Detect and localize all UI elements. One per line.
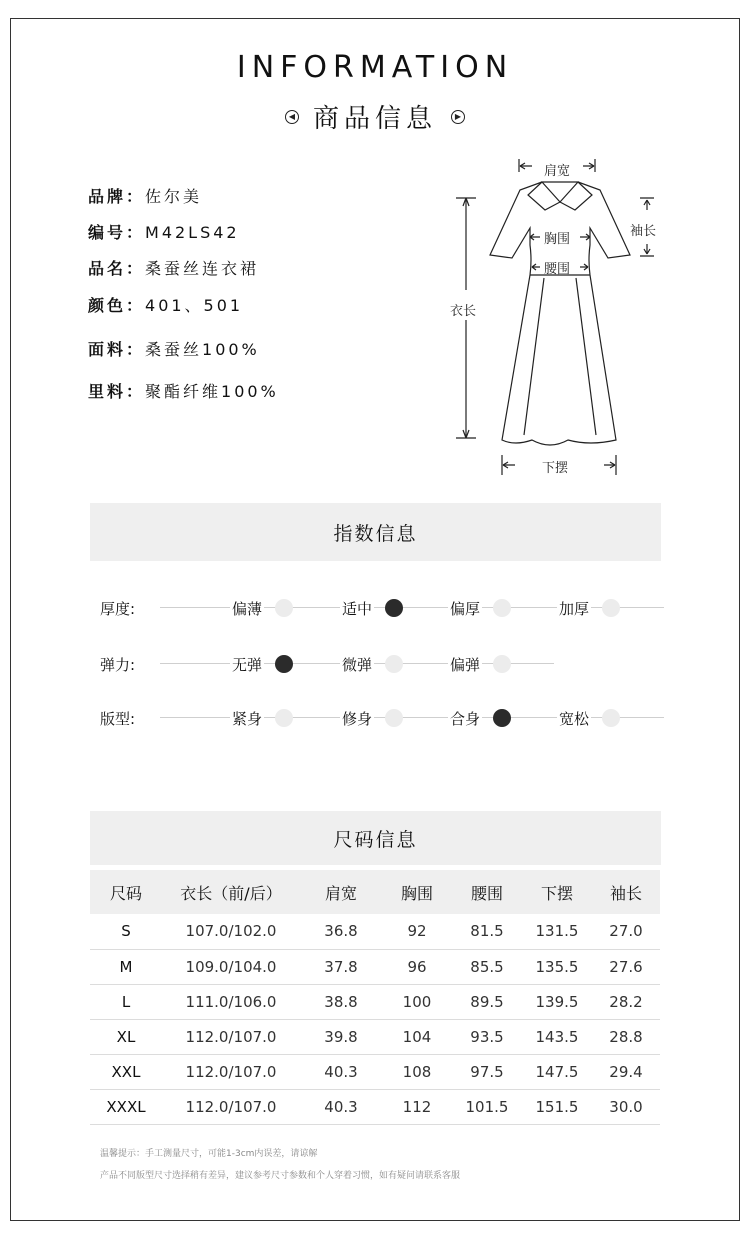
index-option: 紧身 [232,710,263,728]
table-cell: 96 [382,949,452,984]
note-fit: 产品不同版型尺寸选择稍有差异，建议参考尺寸参数和个人穿着习惯，如有疑问请联系客服 [100,1171,461,1181]
right-arrow-icon: ▶ [451,110,465,124]
index-dot [493,655,511,673]
index-dot-selected [385,599,403,617]
table-cell: 131.5 [522,914,592,949]
index-dot [602,599,620,617]
index-label: 版型: [100,710,136,728]
table-cell: M [90,949,162,984]
index-option: 偏厚 [450,600,481,618]
index-option: 合身 [450,710,481,728]
table-cell: 81.5 [452,914,522,949]
column-header: 肩宽 [300,870,382,914]
table-cell: 85.5 [452,949,522,984]
table-cell: 108 [382,1054,452,1089]
index-option: 宽松 [559,710,590,728]
table-cell: 28.8 [592,1019,660,1054]
label-hem: 下摆 [542,461,569,476]
table-cell: 100 [382,984,452,1019]
index-dot [385,655,403,673]
note-measurement: 温馨提示：手工测量尺寸，可能1-3cm内误差，请谅解 [100,1149,318,1159]
label-chest: 胸围 [544,232,571,247]
table-cell: XXXL [90,1089,162,1124]
table-cell: 107.0/102.0 [162,914,300,949]
table-cell: 112.0/107.0 [162,1054,300,1089]
index-dot [275,709,293,727]
column-header: 衣长（前/后） [162,870,300,914]
table-cell: 109.0/104.0 [162,949,300,984]
table-row [90,1019,660,1054]
column-header: 胸围 [382,870,452,914]
index-option: 无弹 [232,656,263,674]
table-cell: 28.2 [592,984,660,1019]
title-cn: 商品信息 [312,104,437,134]
index-option: 偏弹 [450,656,481,674]
index-dot-selected [275,655,293,673]
index-dot [275,599,293,617]
label-shoulder: 肩宽 [544,164,571,179]
table-cell: XL [90,1019,162,1054]
size-section-title: 尺码信息 [90,811,661,865]
index-dot [493,599,511,617]
table-cell: 39.8 [300,1019,382,1054]
table-cell: 135.5 [522,949,592,984]
table-header-row [90,870,660,914]
label-waist: 腰围 [544,262,571,277]
index-dot [385,709,403,727]
index-dot [602,709,620,727]
table-cell: 92 [382,914,452,949]
table-cell: 36.8 [300,914,382,949]
index-label: 厚度: [100,600,136,618]
table-cell: 40.3 [300,1054,382,1089]
table-cell: 112 [382,1089,452,1124]
index-section-title: 指数信息 [90,503,661,561]
table-cell: 139.5 [522,984,592,1019]
table-cell: XXL [90,1054,162,1089]
table-cell: 104 [382,1019,452,1054]
index-option: 修身 [342,710,373,728]
index-option: 适中 [342,600,373,618]
column-header: 腰围 [452,870,522,914]
column-header: 下摆 [522,870,592,914]
index-row-elasticity [100,652,670,676]
table-cell: 147.5 [522,1054,592,1089]
index-option: 加厚 [559,600,590,618]
dress-diagram [440,150,670,480]
left-arrow-icon: ◀ [285,110,299,124]
table-row [90,949,660,984]
table-cell: 151.5 [522,1089,592,1124]
table-cell: 27.0 [592,914,660,949]
index-option: 偏薄 [232,600,263,618]
table-row [90,1054,660,1089]
info-brand: 品牌：佐尔美 [88,187,203,206]
label-length: 衣长 [450,304,477,319]
table-cell: 37.8 [300,949,382,984]
index-option: 微弹 [342,656,373,674]
table-cell: 143.5 [522,1019,592,1054]
table-row [90,1089,660,1124]
info-code: 编号：M42LS42 [88,223,240,242]
table-cell: L [90,984,162,1019]
label-sleeve: 袖长 [630,224,657,239]
table-cell: 112.0/107.0 [162,1019,300,1054]
table-cell: 111.0/106.0 [162,984,300,1019]
table-row [90,984,660,1019]
table-cell: 29.4 [592,1054,660,1089]
table-cell: 112.0/107.0 [162,1089,300,1124]
table-row [90,914,660,949]
index-dot-selected [493,709,511,727]
info-fabric: 面料：桑蚕丝100% [88,340,260,359]
index-row-thickness [100,596,670,620]
title-cn-row [0,98,750,135]
table-cell: 97.5 [452,1054,522,1089]
column-header: 尺码 [90,870,162,914]
table-cell: S [90,914,162,949]
table-cell: 27.6 [592,949,660,984]
table-cell: 38.8 [300,984,382,1019]
table-cell: 40.3 [300,1089,382,1124]
size-table [90,870,660,1125]
table-cell: 30.0 [592,1089,660,1124]
info-name: 品名：桑蚕丝连衣裙 [88,259,260,278]
info-lining: 里料：聚酯纤维100% [88,382,279,401]
title-en: INFORMATION [236,50,514,85]
table-cell: 101.5 [452,1089,522,1124]
table-cell: 89.5 [452,984,522,1019]
column-header: 袖长 [592,870,660,914]
index-row-fit [100,706,670,730]
table-cell: 93.5 [452,1019,522,1054]
index-label: 弹力: [100,656,136,674]
info-color: 颜色：401、501 [88,296,244,315]
